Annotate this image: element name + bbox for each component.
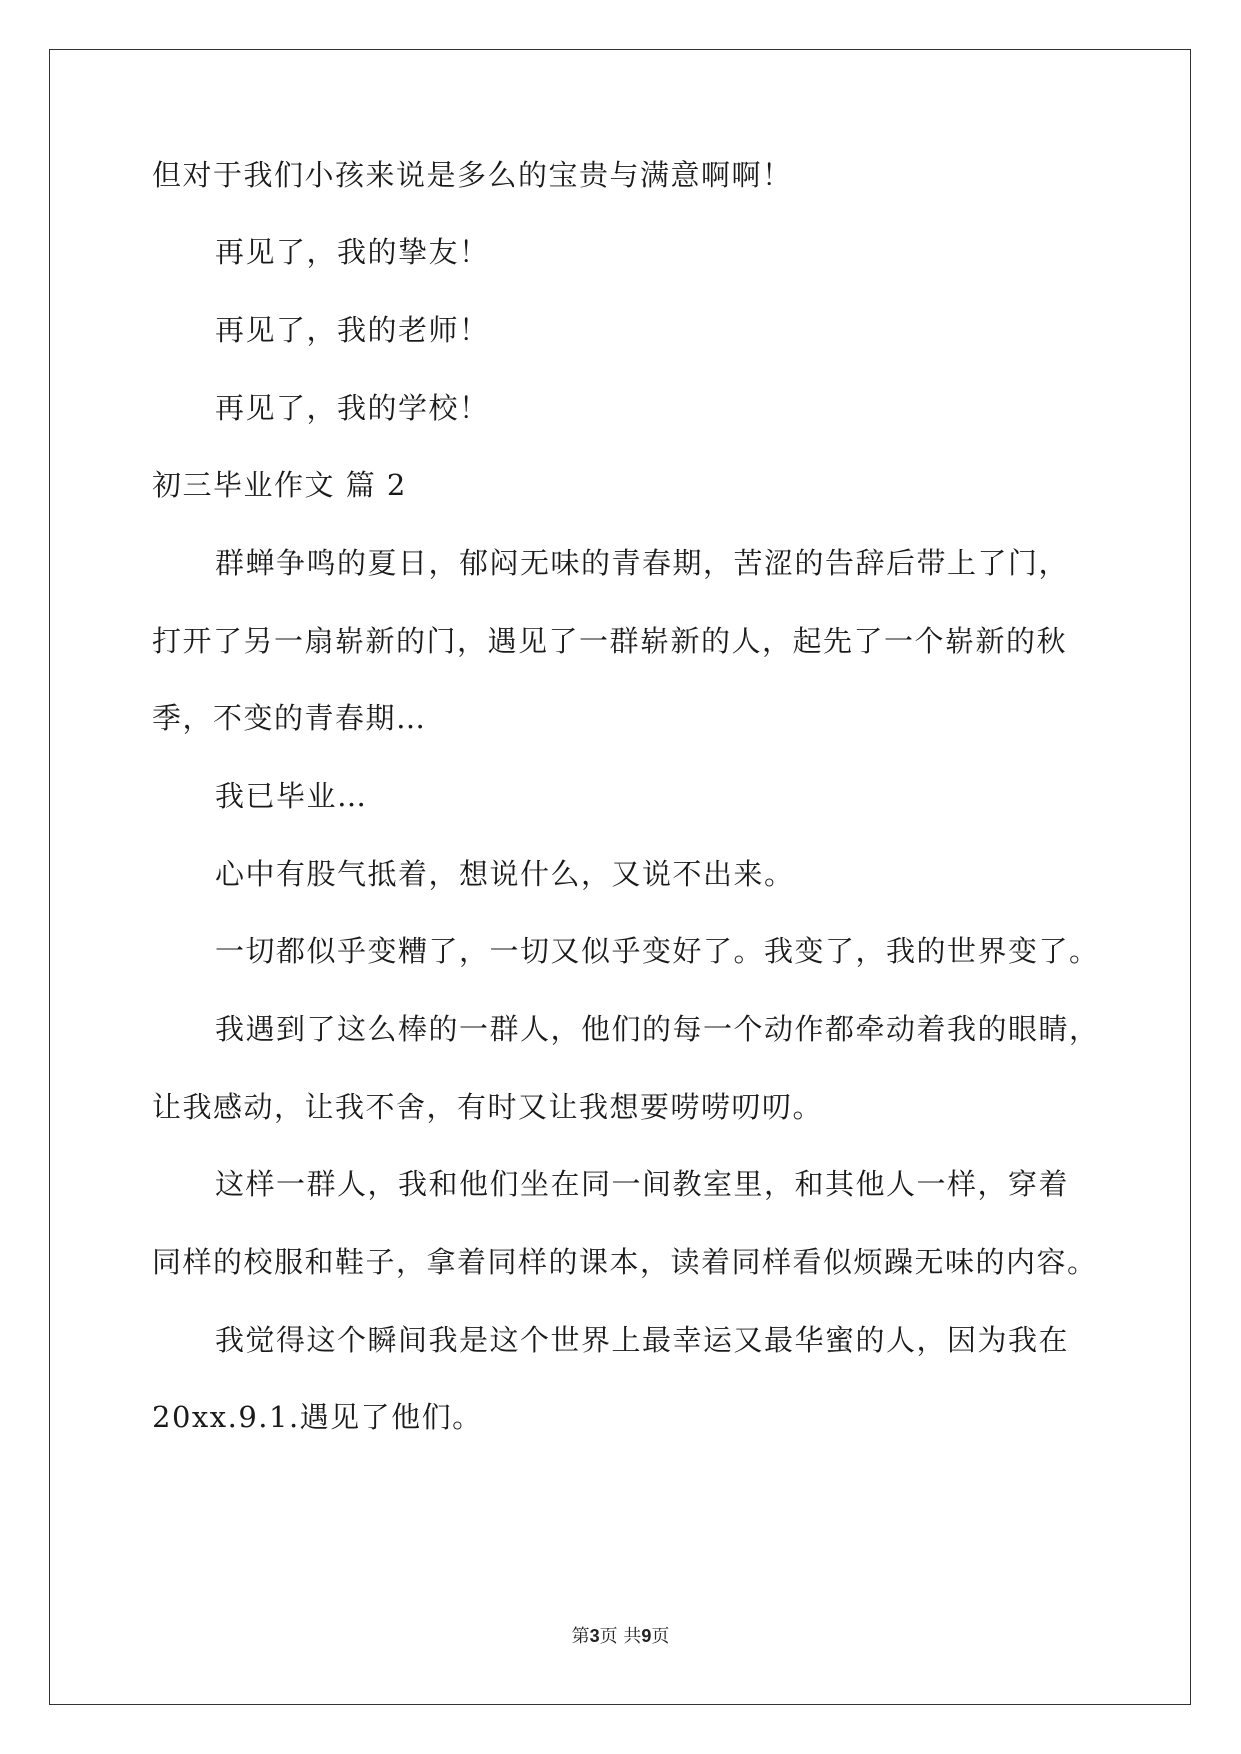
- paragraph-line: 这样一群人，我和他们坐在同一间教室里，和其他人一样，穿着: [215, 1167, 1070, 1201]
- page-mid: 页 共: [599, 1626, 642, 1647]
- paragraph-line: 再见了，我的老师！: [215, 313, 490, 347]
- paragraph-line: 再见了，我的挚友！: [215, 235, 490, 269]
- paragraph-line: 我已毕业…: [215, 779, 368, 813]
- paragraph-line: 心中有股气抵着，想说什么，又说不出来。: [215, 857, 795, 891]
- current-page-number: 3: [589, 1626, 600, 1646]
- paragraph-line: 打开了另一扇崭新的门，遇见了一群崭新的人，起先了一个崭新的秋: [152, 624, 1068, 658]
- paragraph-line: 群蝉争鸣的夏日，郁闷无味的青春期，苦涩的告辞后带上了门，: [215, 546, 1070, 580]
- paragraph-line: 我觉得这个瞬间我是这个世界上最幸运又最华蜜的人，因为我在: [215, 1323, 1070, 1357]
- paragraph-line: 让我感动，让我不舍，有时又让我想要唠唠叨叨。: [152, 1090, 824, 1124]
- paragraph-line: 季，不变的青春期…: [152, 701, 427, 735]
- paragraph-line: 同样的校服和鞋子，拿着同样的课本，读着同样看似烦躁无味的内容。: [152, 1245, 1098, 1279]
- section-heading: 初三毕业作文 篇 2: [152, 468, 407, 502]
- page-prefix: 第: [571, 1626, 590, 1647]
- total-pages-number: 9: [641, 1626, 652, 1646]
- paragraph-line: 但对于我们小孩来说是多么的宝贵与满意啊啊！: [152, 158, 793, 192]
- paragraph-line: 20xx.9.1.遇见了他们。: [152, 1400, 483, 1434]
- page-suffix: 页: [651, 1626, 670, 1647]
- page-number-footer: [0, 1622, 1241, 1648]
- paragraph-line: 再见了，我的学校！: [215, 391, 490, 425]
- paragraph-line: 我遇到了这么棒的一群人，他们的每一个动作都牵动着我的眼睛，: [215, 1012, 1100, 1046]
- paragraph-line: 一切都似乎变糟了，一切又似乎变好了。我变了，我的世界变了。: [215, 934, 1100, 968]
